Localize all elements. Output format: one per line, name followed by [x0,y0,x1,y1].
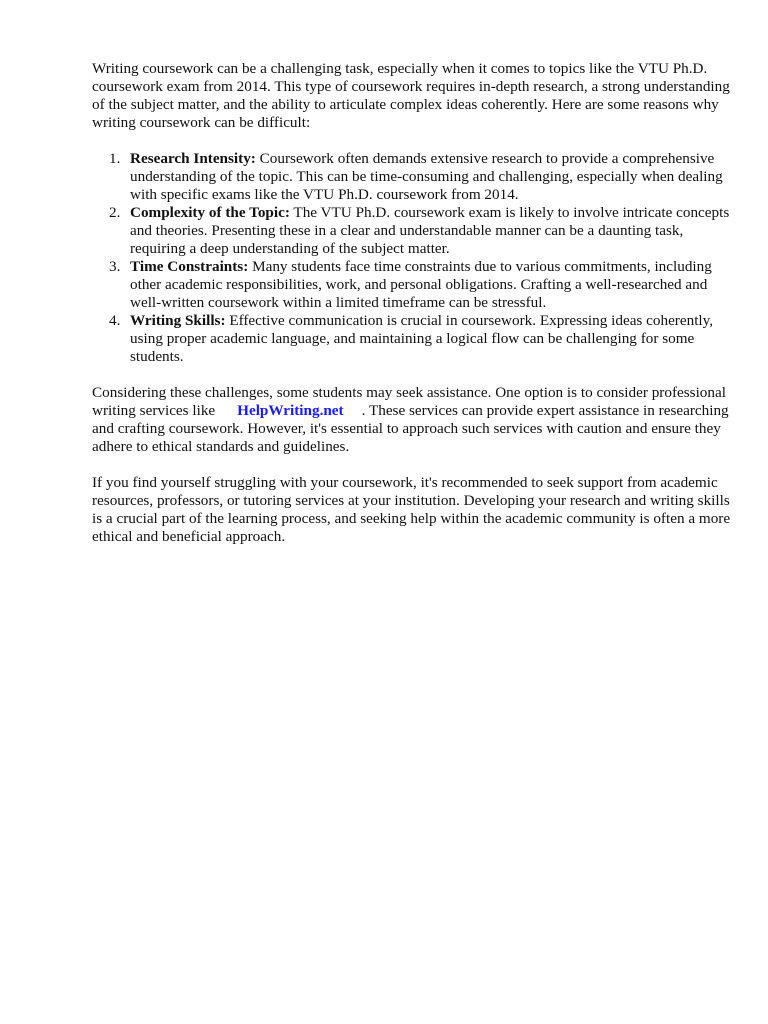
reason-item-research-intensity [92,150,732,204]
reason-item-complexity [92,204,732,258]
reason-item-time-constraints [92,258,732,312]
list-number: 2. [109,204,121,221]
reason-text: Coursework often demands extensive research to provide a comprehensive understanding of the topic. This can be time-consuming and challenging, especially when dealing with specific exams like the VTU Ph.D. coursework from 2014. [130,150,723,203]
reason-text: Effective communication is crucial in coursework. Expressing ideas coherently, using proper academic language, and maintaining a logical flow can be challenging for some students. [130,312,714,365]
reasons-list [92,150,732,366]
assistance-text-after: . These services can provide expert assistance in researching and crafting coursework. However, it's essential to approach such services with caution and ensure they adhere to ethical standards and guidelines. [92,402,729,455]
list-number: 4. [109,312,121,329]
reason-term: Research Intensity: [130,150,256,167]
intro-paragraph: Writing coursework can be a challenging task, especially when it comes to topics like the VTU Ph.D. coursework exam from 2014. This type of coursework requires in-depth research, a strong understanding of the subject matter, and the ability to articulate complex ideas coherently. Here are some reasons why writing coursework can be difficult: [92,60,730,131]
reason-term: Complexity of the Topic: [130,204,290,221]
reason-text: The VTU Ph.D. coursework exam is likely to involve intricate concepts and theories. Presenting these in a clear and understandable manner can be a daunting task, requiring a deep understanding of the subject matter. [130,204,730,257]
reason-item-writing-skills [92,312,732,366]
assistance-text-before: Considering these challenges, some students may seek assistance. One option is to consider professional writing services like [92,384,726,419]
list-number: 1. [109,150,121,167]
closing-paragraph: If you find yourself struggling with your coursework, it's recommended to seek support from academic resources, professors, or tutoring services at your institution. Developing your research and writing skills is a crucial part of the learning process, and seeking help within the academic community is often a more ethical and beneficial approach. [92,474,731,545]
assistance-paragraph [92,384,732,456]
document-page [92,60,732,564]
reason-term: Writing Skills: [130,312,226,329]
helpwriting-link[interactable]: HelpWriting.net [237,402,344,419]
reason-text: Many students face time constraints due to various commitments, including other academic responsibilities, work, and personal obligations. Crafting a well-researched and well-written coursework within a limited timeframe can be stressful. [130,258,712,311]
list-number: 3. [109,258,121,275]
reason-term: Time Constraints: [130,258,249,275]
